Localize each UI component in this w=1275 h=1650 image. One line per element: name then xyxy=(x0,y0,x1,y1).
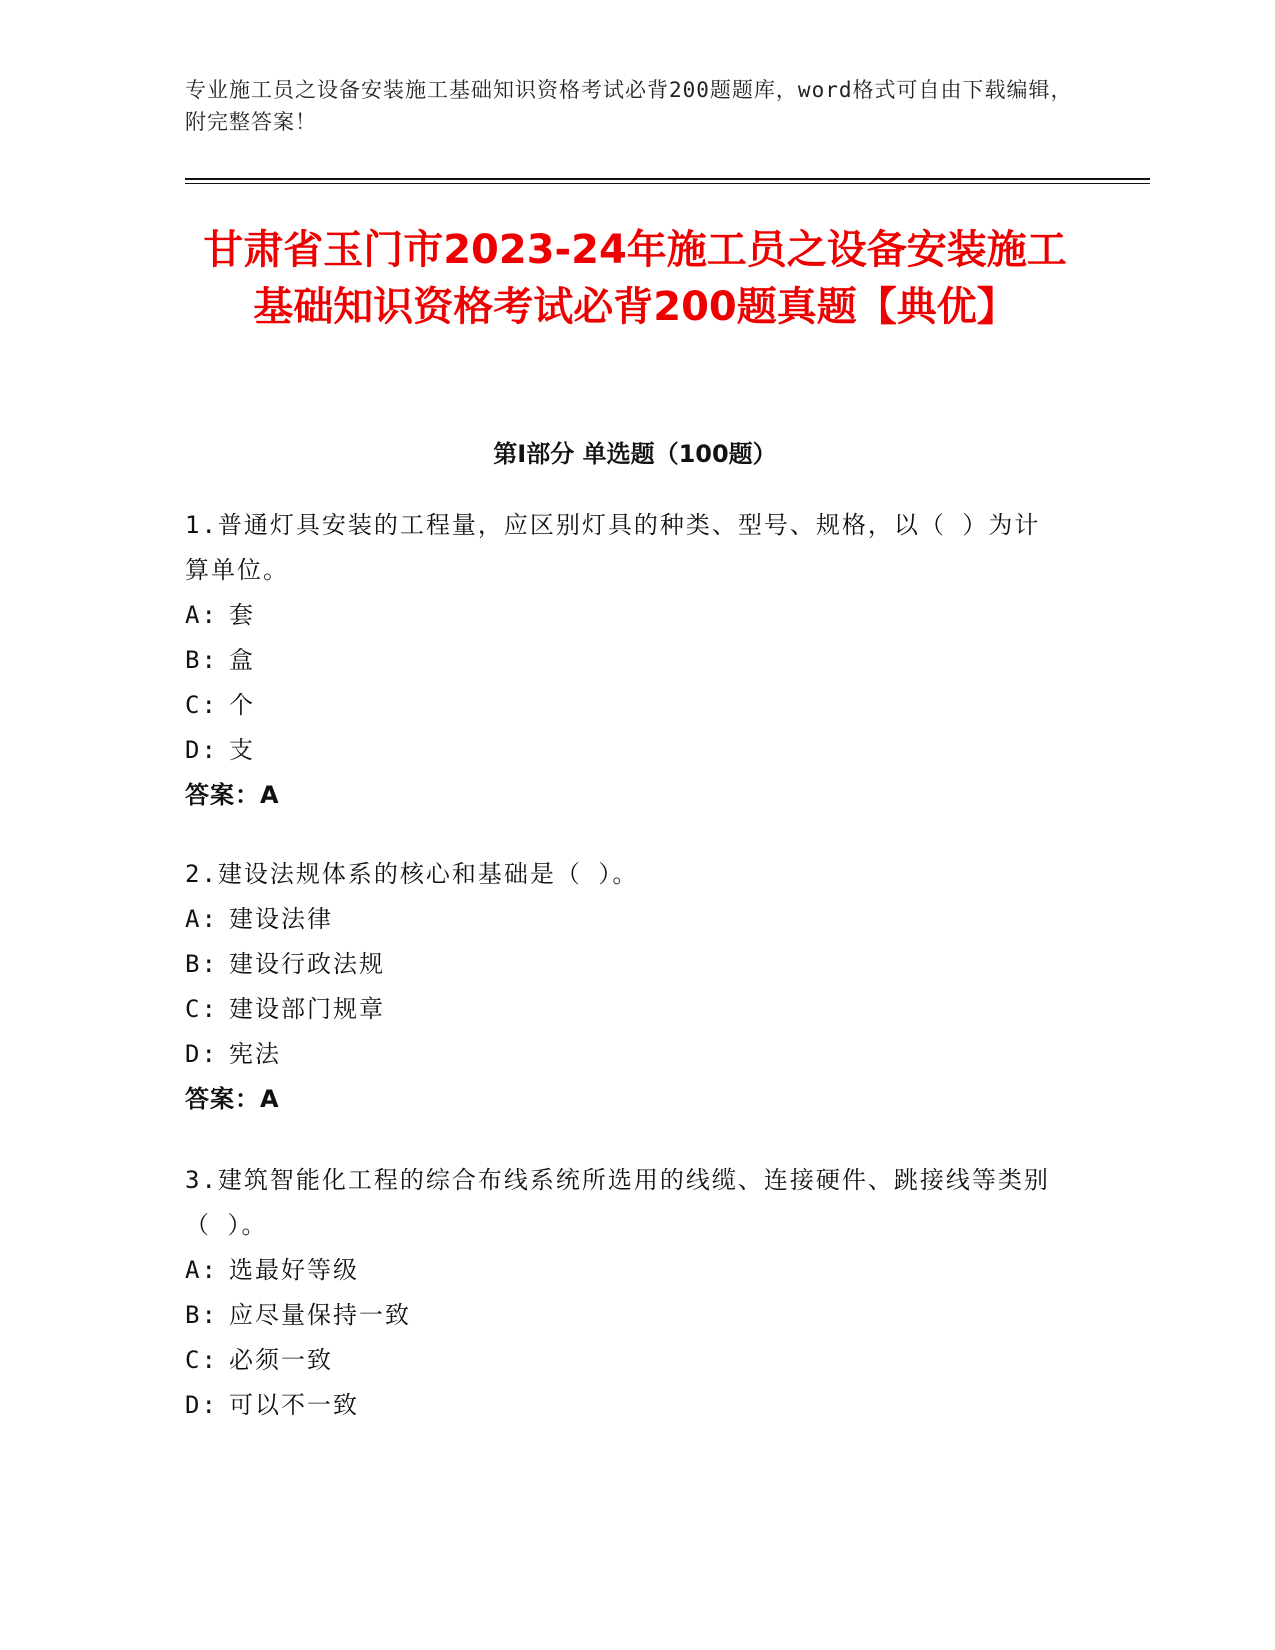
question-stem: 2.建设法规体系的核心和基础是（ ）。 xyxy=(185,860,639,888)
option-text: 支 xyxy=(229,736,255,764)
option-key: B: xyxy=(185,950,218,978)
option-key: D: xyxy=(185,736,218,764)
option-text: 必须一致 xyxy=(229,1346,333,1374)
header-divider-thick xyxy=(185,178,1150,180)
option-text: 建设部门规章 xyxy=(229,995,385,1023)
option-d xyxy=(185,728,1065,773)
answer-line: 答案：A xyxy=(185,781,280,809)
option-c xyxy=(185,1338,1065,1383)
option-b xyxy=(185,942,1065,987)
option-text: 应尽量保持一致 xyxy=(229,1301,411,1329)
option-text: 选最好等级 xyxy=(229,1256,359,1284)
option-c xyxy=(185,987,1065,1032)
option-text: 建设行政法规 xyxy=(229,950,385,978)
option-text: 可以不一致 xyxy=(229,1391,359,1419)
option-b xyxy=(185,1293,1065,1338)
header-divider-thin xyxy=(185,183,1150,184)
question-1 xyxy=(185,503,1065,818)
question-stem: 3.建筑智能化工程的综合布线系统所选用的线缆、连接硬件、跳接线等类别（ ）。 xyxy=(185,1166,1050,1239)
option-key: C: xyxy=(185,691,218,719)
option-key: A: xyxy=(185,905,218,933)
option-key: B: xyxy=(185,646,218,674)
option-c xyxy=(185,683,1065,728)
option-key: A: xyxy=(185,1256,218,1284)
section-heading: 第I部分 单选题（100题） xyxy=(493,440,777,468)
option-a xyxy=(185,593,1065,638)
option-text: 套 xyxy=(229,601,255,629)
option-a xyxy=(185,1248,1065,1293)
option-key: A: xyxy=(185,601,218,629)
option-key: C: xyxy=(185,995,218,1023)
question-stem: 1.普通灯具安装的工程量，应区别灯具的种类、型号、规格，以（ ）为计算单位。 xyxy=(185,511,1041,584)
option-text: 建设法律 xyxy=(229,905,333,933)
header-note: 专业施工员之设备安装施工基础知识资格考试必背200题题库，word格式可自由下载编辑，附完整答案！ xyxy=(185,78,1073,134)
option-a xyxy=(185,897,1065,942)
question-2 xyxy=(185,852,1065,1122)
option-d xyxy=(185,1032,1065,1077)
question-3 xyxy=(185,1158,1065,1428)
option-key: D: xyxy=(185,1040,218,1068)
option-b xyxy=(185,638,1065,683)
option-text: 盒 xyxy=(229,646,255,674)
option-text: 宪法 xyxy=(229,1040,281,1068)
option-text: 个 xyxy=(229,691,255,719)
option-key: B: xyxy=(185,1301,218,1329)
document-title: 甘肃省玉门市2023-24年施工员之设备安装施工基础知识资格考试必背200题真题【典优】 xyxy=(203,227,1067,330)
option-key: D: xyxy=(185,1391,218,1419)
option-d xyxy=(185,1383,1065,1428)
answer-line: 答案：A xyxy=(185,1085,280,1113)
option-key: C: xyxy=(185,1346,218,1374)
